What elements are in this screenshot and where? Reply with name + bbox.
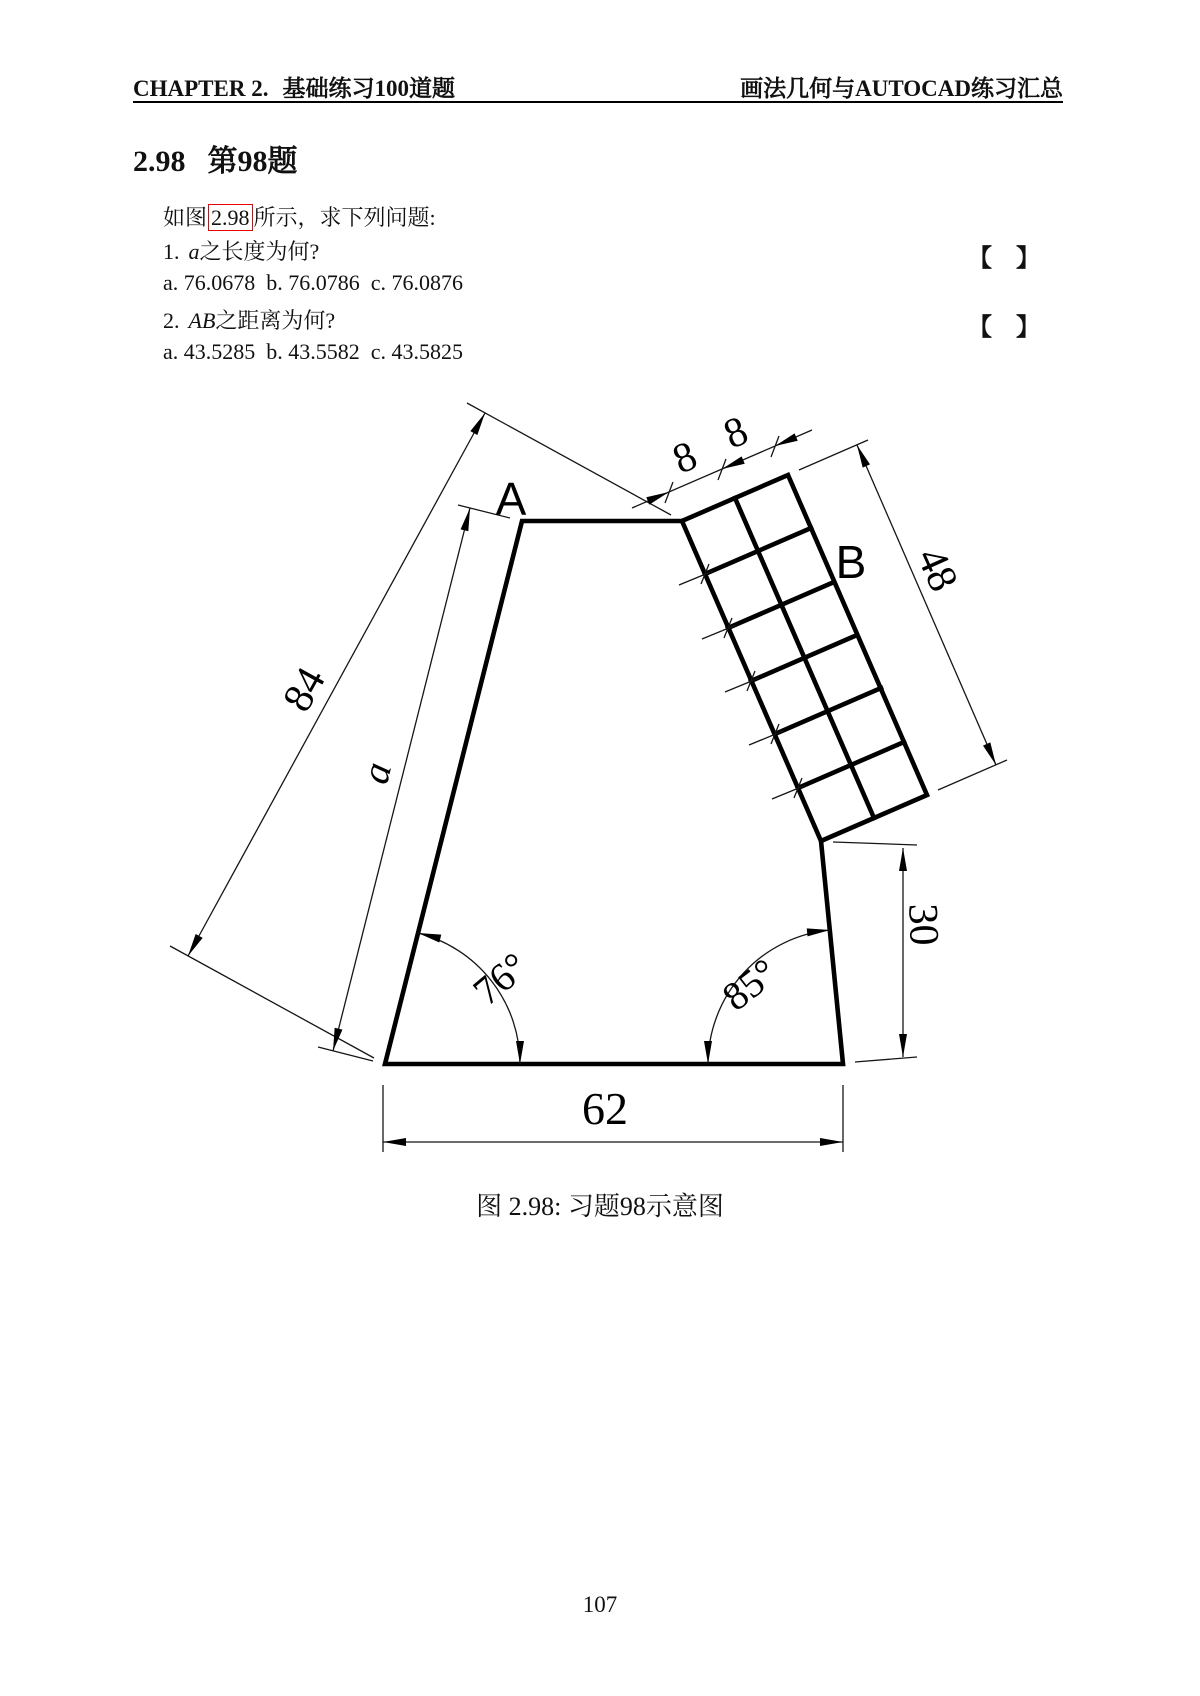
intro-suffix: 所示，求下列问题: — [253, 205, 436, 230]
question-2-number: 2. — [163, 308, 180, 333]
dimension-line — [318, 1047, 373, 1061]
dimension-arrow — [899, 1034, 907, 1057]
question-2-variable: AB — [188, 308, 216, 333]
figure-label-84: 84 — [274, 660, 335, 720]
dimension-arrow — [807, 928, 830, 936]
dimension-arrow — [470, 413, 485, 435]
dimension-arrow — [899, 848, 907, 871]
figure-label-30: 30 — [899, 902, 947, 947]
dimension-line — [771, 436, 779, 457]
answer-bracket-1: 【 】 — [968, 246, 1040, 272]
figure-label-8: 8 — [717, 407, 755, 459]
dimension-arrow — [820, 1138, 843, 1146]
header-chapter-cjk: 基础练习100道题 — [282, 76, 455, 101]
dimension-line — [855, 1057, 917, 1062]
figure-label-8: 8 — [666, 432, 704, 484]
grid-line — [798, 742, 904, 788]
dimension-arrow — [188, 934, 203, 956]
section-name: 第98题 — [207, 145, 298, 178]
page-number: 107 — [582, 1592, 618, 1617]
dimension-arrow — [516, 1041, 524, 1064]
answer-bracket-2: 【 】 — [968, 315, 1040, 341]
grid-line — [775, 688, 881, 734]
dimension-line — [188, 413, 485, 956]
section-number: 2.98 — [133, 145, 186, 178]
dimension-line — [857, 445, 996, 765]
question-1-text: 之长度为何? — [199, 239, 320, 264]
header-book-title: 画法几何与AUTOCAD练习汇总 — [740, 76, 1063, 101]
dimension-line — [799, 440, 868, 470]
figure-label-a: a — [351, 757, 401, 788]
dimension-arrow — [418, 933, 441, 942]
grid-line — [705, 528, 811, 574]
dimension-line — [833, 842, 917, 845]
figure-label-76°: 76° — [464, 943, 537, 1014]
figure-label-62: 62 — [582, 1083, 628, 1134]
dimension-line — [718, 459, 726, 480]
dimension-arrow — [722, 456, 745, 469]
figure-label-A: A — [495, 473, 527, 525]
question-1-variable: a — [188, 239, 200, 264]
dimension-arrow — [857, 445, 870, 468]
dimension-line — [938, 760, 1007, 790]
figure-caption: 图 2.98: 习题98示意图 — [476, 1192, 724, 1221]
figure-label-48: 48 — [907, 541, 967, 599]
question-2-text: 之距离为何? — [215, 308, 336, 333]
grid-line — [751, 635, 857, 681]
question-1-number: 1. — [163, 239, 180, 264]
intro-prefix: 如图 — [163, 205, 208, 230]
dimension-arrow — [983, 742, 996, 765]
dimension-line — [170, 946, 374, 1058]
figure-label-85°: 85° — [713, 949, 786, 1020]
answer-options-1: a. 76.0678 b. 76.0786 c. 76.0876 — [163, 270, 464, 295]
answer-options-2: a. 43.5285 b. 43.5582 c. 43.5825 — [163, 339, 464, 364]
grid-line — [728, 582, 834, 628]
dimension-arrow — [775, 433, 798, 446]
dimension-arrow — [383, 1138, 406, 1146]
figure-label-B: B — [835, 536, 867, 588]
dimension-line — [333, 508, 470, 1051]
dimension-arrow — [461, 508, 470, 531]
header-chapter-latin: CHAPTER 2. — [133, 76, 269, 101]
figure-ref-link[interactable]: 2.98 — [208, 204, 253, 231]
dimension-arrow — [704, 1041, 712, 1064]
